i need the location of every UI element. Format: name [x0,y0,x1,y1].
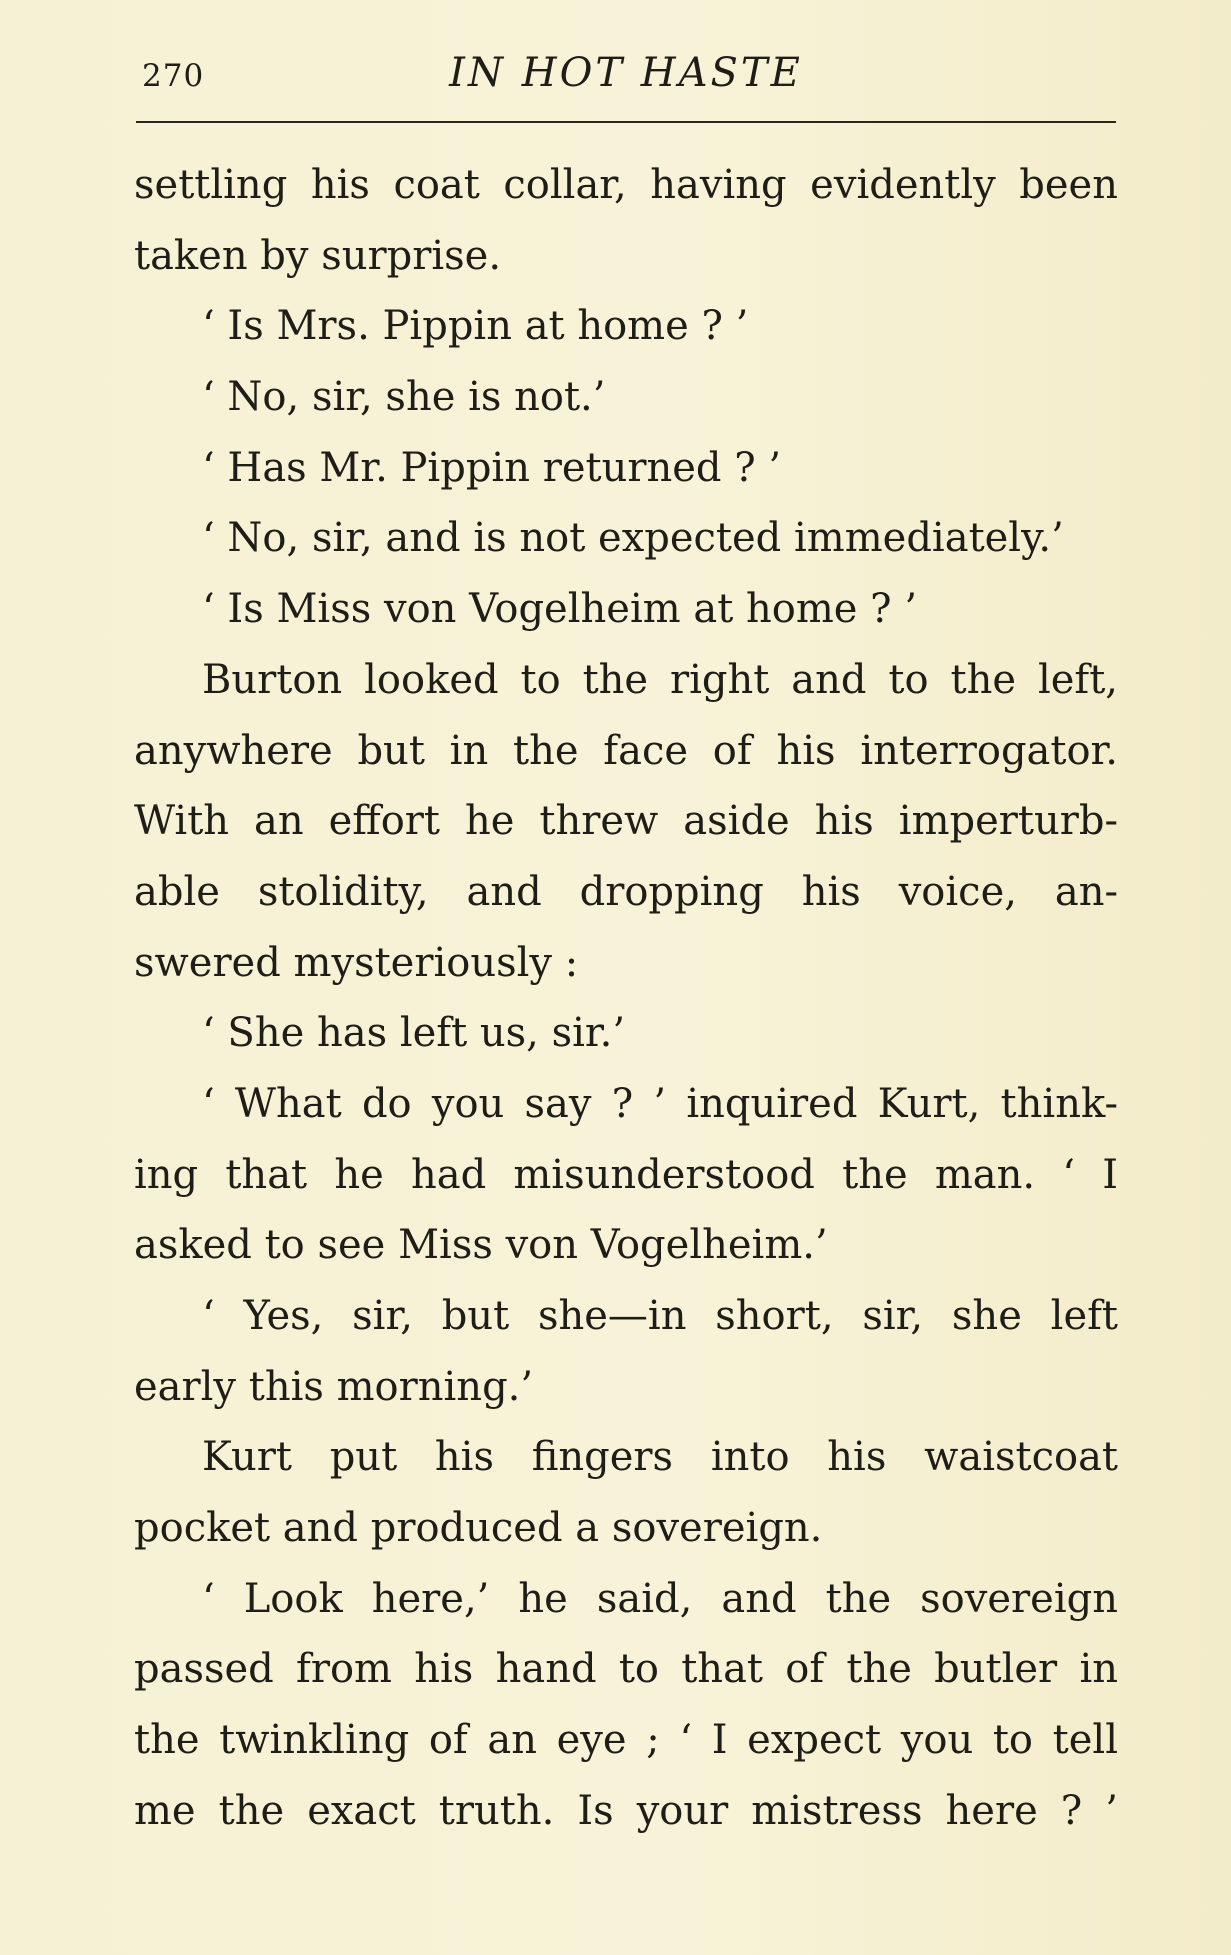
text-line: ‘ Is Miss von Vogelheim at home ? ’ [202,586,918,633]
text-line: ‘ Yes, sir, but she—in short, sir, she left [202,1293,1118,1339]
page-header [134,48,1118,98]
text-line: asked to see Miss von Vogelheim.’ [134,1222,828,1269]
running-title: IN HOT HASTE [449,50,803,96]
text-line: Burton looked to the right and to the left, [202,656,1118,703]
text-line: ‘ No, sir, she is not.’ [202,374,606,421]
text-line: the twinkling of an eye ; ‘ I expect you to tell [134,1717,1118,1764]
text-line: settling his coat collar, having evidently been [134,162,1118,208]
text-line: me the exact truth. Is your mistress here ? ’ [134,1787,1118,1834]
text-line: ‘ Has Mr. Pippin returned ? ’ [202,444,782,491]
text-line: Kurt put his fingers into his waistcoat [202,1434,1118,1481]
text-line: able stolidity, and dropping his voice, an- [134,868,1118,915]
text-line: ‘ Is Mrs. Pippin at home ? ’ [202,303,749,350]
text-line: passed from his hand to that of the butler in [134,1646,1118,1693]
text-line: anywhere but in the face of his interrogator. [134,727,1118,774]
text-line: taken by surprise. [134,232,502,279]
text-line: ing that he had misunderstood the man. ‘ I [134,1151,1118,1198]
text-line: ‘ Look here,’ he said, and the sovereign [202,1575,1118,1622]
text-line: pocket and produced a sovereign. [134,1505,823,1552]
text-line: swered mysteriously : [134,939,579,986]
text-line: early this morning.’ [134,1363,534,1410]
body-text [134,150,1118,1847]
text-line: ‘ She has left us, sir.’ [202,1010,626,1057]
text-line: ‘ No, sir, and is not expected immediately.’ [202,515,1064,562]
page-number: 270 [142,58,205,94]
text-line: With an effort he threw aside his imperturb- [134,798,1118,845]
text-line: ‘ What do you say ? ’ inquired Kurt, think- [202,1080,1118,1127]
header-rule [136,121,1116,123]
